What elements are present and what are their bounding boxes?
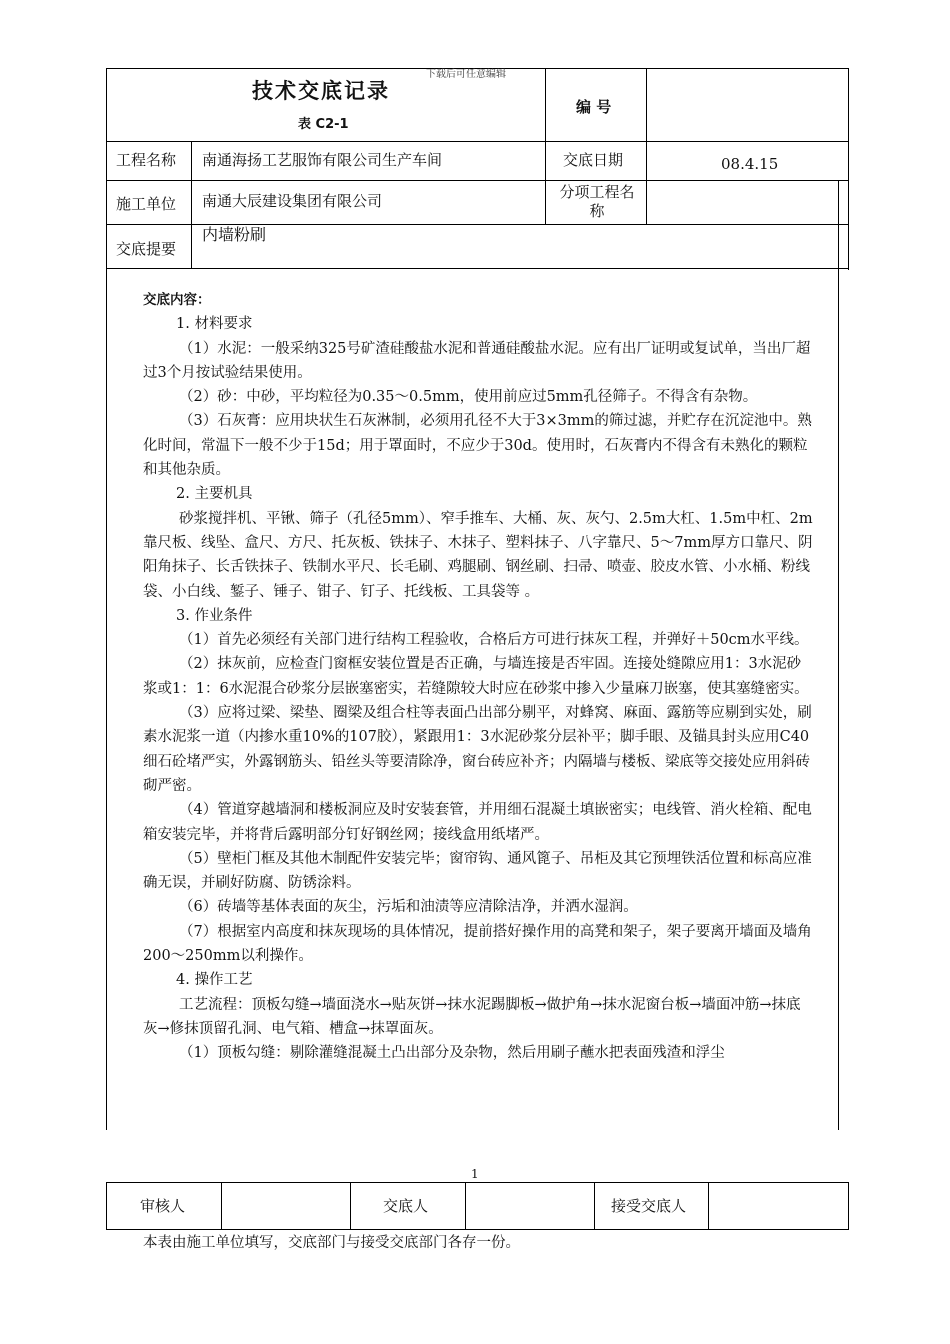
- form-title: 技术交底记录: [252, 79, 390, 103]
- content-paragraph: （2）砂：中砂，平均粒径为0.35～0.5mm，使用前应过5mm孔径筛子。不得含有杂物。: [179, 389, 758, 406]
- table-divider: [106, 180, 848, 181]
- content-paragraph: （3）石灰膏：应用块状生石灰淋制，必须用孔径不大于3×3mm的筛过滤，并贮存在沉淀池中。熟化时间，常温下一般不少于15d；用于罩面时，不应少于30d。使用时，石灰膏内不得含有未熟化的颗粒和其他杂质。: [143, 413, 812, 479]
- content-paragraph: 工艺流程：顶板勾缝→墙面浇水→贴灰饼→抹水泥踢脚板→做护角→抹水泥窗台板→墙面冲筋→抹底灰→修抹顶留孔洞、电气箱、槽盒→抹罩面灰。: [143, 996, 801, 1037]
- content-paragraph: （1）首先必须经有关部门进行结构工程验收，合格后方可进行抹灰工程，并弹好＋50cm水平线。: [179, 632, 809, 649]
- page-number: 1: [471, 1167, 479, 1181]
- date-label: 交底日期: [563, 151, 624, 169]
- content-paragraph: （7）根据室内高度和抹灰现场的具体情况，提前搭好操作用的高凳和架子，架子要离开墙面及墙角200～250mm以利操作。: [143, 923, 812, 965]
- table-border-right: [848, 68, 849, 270]
- table-border-left: [106, 68, 107, 1130]
- content-heading: 交底内容：: [143, 292, 211, 308]
- table-border-right-lower: [838, 180, 839, 1130]
- content-paragraph: （1）水泥：一般采纳325号矿渣硅酸盐水泥和普通硅酸盐水泥。应有出厂证明或复试单，当出厂超过3个月按试验结果使用。: [143, 340, 811, 381]
- contractor: 南通大辰建设集团有限公司: [202, 192, 383, 210]
- disclosure-content: [143, 288, 815, 1066]
- content-paragraph: （4）管道穿越墙洞和楼板洞应及时安装套管，并用细石混凝土填嵌密实；电线管、消火栓箱、配电箱安装完毕，并将背后露明部分钉好钢丝网；接线盒用纸堵严。: [143, 802, 812, 843]
- content-paragraph: （5）壁柜门框及其他木制配件安装完毕；窗帘钩、通风篦子、吊柜及其它预埋铁活位置和标高应准确无误，并刷好防腐、防锈涂料。: [143, 850, 812, 892]
- date-value: 08.4.15: [721, 155, 779, 173]
- table-divider: [106, 268, 848, 269]
- summary-value: 内墙粉刷: [202, 225, 267, 244]
- content-paragraph: 4. 操作工艺: [176, 972, 253, 989]
- footer-divider: [594, 1182, 595, 1230]
- content-paragraphs: [143, 312, 815, 1065]
- table-divider: [106, 141, 848, 142]
- footer-border-top: [106, 1182, 848, 1183]
- watermark-text: 下载后可任意编辑: [426, 69, 506, 80]
- subproject-label: 分项工程名称: [559, 183, 635, 220]
- footer-note: 本表由施工单位填写，交底部门与接受交底部门各存一份。: [143, 1235, 520, 1251]
- content-paragraph: （1）顶板勾缝：剔除灌缝混凝土凸出部分及杂物，然后用刷子蘸水把表面残渣和浮尘: [179, 1045, 725, 1062]
- discloser-label: 交底人: [383, 1197, 429, 1215]
- project-name-label: 工程名称: [116, 151, 177, 169]
- project-name: 南通海扬工艺服饰有限公司生产车间: [202, 151, 443, 169]
- table-divider: [545, 68, 546, 225]
- table-divider: [191, 141, 192, 269]
- content-paragraph: （6）砖墙等基体表面的灰尘，污垢和油渍等应清除洁净，并洒水湿润。: [179, 899, 638, 916]
- content-paragraph: （2）抹灰前，应检查门窗框安装位置是否正确，与墙连接是否牢固。连接处缝隙应用1：3水泥砂浆或1：1：6水泥混合砂浆分层嵌塞密实，若缝隙较大时应在砂浆中掺入少量麻刀嵌塞，使其塞缝密实。: [143, 656, 809, 697]
- content-paragraph: 1. 材料要求: [176, 316, 253, 333]
- reviewer-label: 审核人: [140, 1197, 186, 1215]
- footer-divider: [106, 1182, 107, 1230]
- footer-divider: [350, 1182, 351, 1230]
- footer-divider: [708, 1182, 709, 1230]
- content-paragraph: 3. 作业条件: [176, 607, 253, 624]
- content-paragraph: 2. 主要机具: [176, 486, 253, 503]
- table-divider: [646, 68, 647, 225]
- number-label: 编 号: [576, 98, 612, 116]
- summary-label: 交底提要: [116, 240, 177, 258]
- contractor-label: 施工单位: [116, 195, 177, 213]
- content-paragraph: 砂浆搅拌机、平锹、筛子（孔径5mm）、窄手推车、大桶、灰、灰勺、2.5m大杠、1.5m中杠、2m 靠尺板、线坠、盒尺、方尺、托灰板、铁抹子、木抹子、塑料抹子、八字靠尺、5～7mm厚方口靠尺、阴阳角抹子、长舌铁抹子、铁制水平尺、长毛刷、鸡腿刷、钢丝刷、扫帚、喷壶、胶皮水管、小水桶、粉线袋、小白线、錾子、锤子、钳子、钉子、托线板、工具袋等 。: [143, 510, 813, 600]
- receiver-label: 接受交底人: [611, 1197, 687, 1215]
- footer-border-bottom: [106, 1229, 848, 1230]
- footer-divider: [465, 1182, 466, 1230]
- content-paragraph: （3）应将过梁、梁垫、圈梁及组合柱等表面凸出部分剔平，对蜂窝、麻面、露筋等应剔到实处，刷素水泥浆一道（内掺水重10%的107胶），紧跟用1：3水泥砂浆分层补平；脚手眼、及锚具封头应用C40细石砼堵严实，外露钢筋头、铅丝头等要清除净，窗台砖应补齐；内隔墙与楼板、梁底等交接处应用斜砖砌严密。: [143, 705, 812, 794]
- form-code: 表 C2-1: [298, 117, 349, 132]
- footer-border-right: [848, 1182, 849, 1230]
- footer-divider: [221, 1182, 222, 1230]
